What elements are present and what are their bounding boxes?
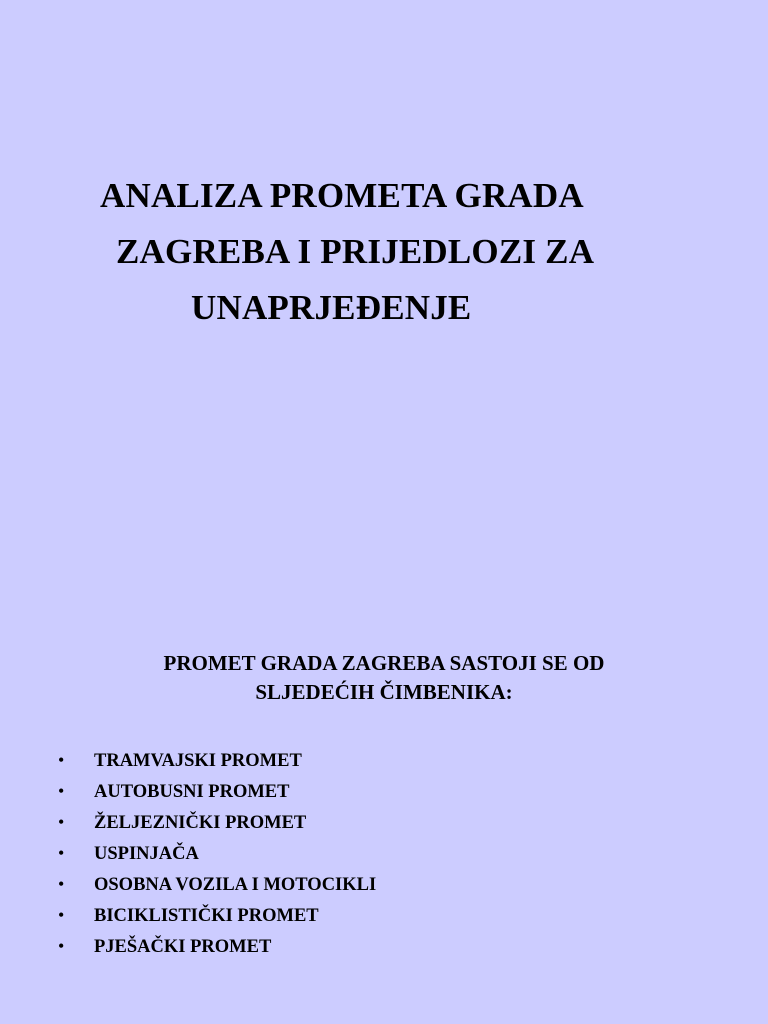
list-item-label: TRAMVAJSKI PROMET: [94, 751, 302, 771]
list-item: [58, 870, 376, 901]
bullet-icon: •: [58, 905, 65, 925]
list-item-label: USPINJAČA: [94, 844, 199, 864]
bullet-icon: •: [58, 843, 65, 863]
title-line-2: ZAGREBA I PRIJEDLOZI ZA: [116, 232, 595, 271]
list-item: [58, 777, 376, 808]
bullet-icon: •: [58, 936, 65, 956]
list-item: [58, 746, 376, 777]
bullet-icon: •: [58, 812, 65, 832]
list-item-label: OSOBNA VOZILA I MOTOCIKLI: [94, 875, 377, 895]
subtitle-line-2: SLJEDEĆIH ČIMBENIKA:: [255, 680, 513, 704]
list-item: [58, 808, 376, 839]
list-item: [58, 839, 376, 870]
bullet-icon: •: [58, 750, 65, 770]
list-item-label: ŽELJEZNIČKI PROMET: [94, 813, 307, 833]
subtitle-line-1: PROMET GRADA ZAGREBA SASTOJI SE OD: [163, 651, 605, 675]
title-line-3: UNAPRJEĐENJE: [191, 288, 472, 327]
factor-list: [58, 746, 376, 963]
bullet-icon: •: [58, 874, 65, 894]
bullet-icon: •: [58, 781, 65, 801]
list-item-label: PJEŠAČKI PROMET: [94, 937, 272, 957]
list-item-label: AUTOBUSNI PROMET: [94, 782, 290, 802]
list-item-label: BICIKLISTIČKI PROMET: [94, 906, 319, 926]
list-item: [58, 932, 376, 963]
list-item: [58, 901, 376, 932]
title-line-1: ANALIZA PROMETA GRADA: [100, 176, 584, 215]
